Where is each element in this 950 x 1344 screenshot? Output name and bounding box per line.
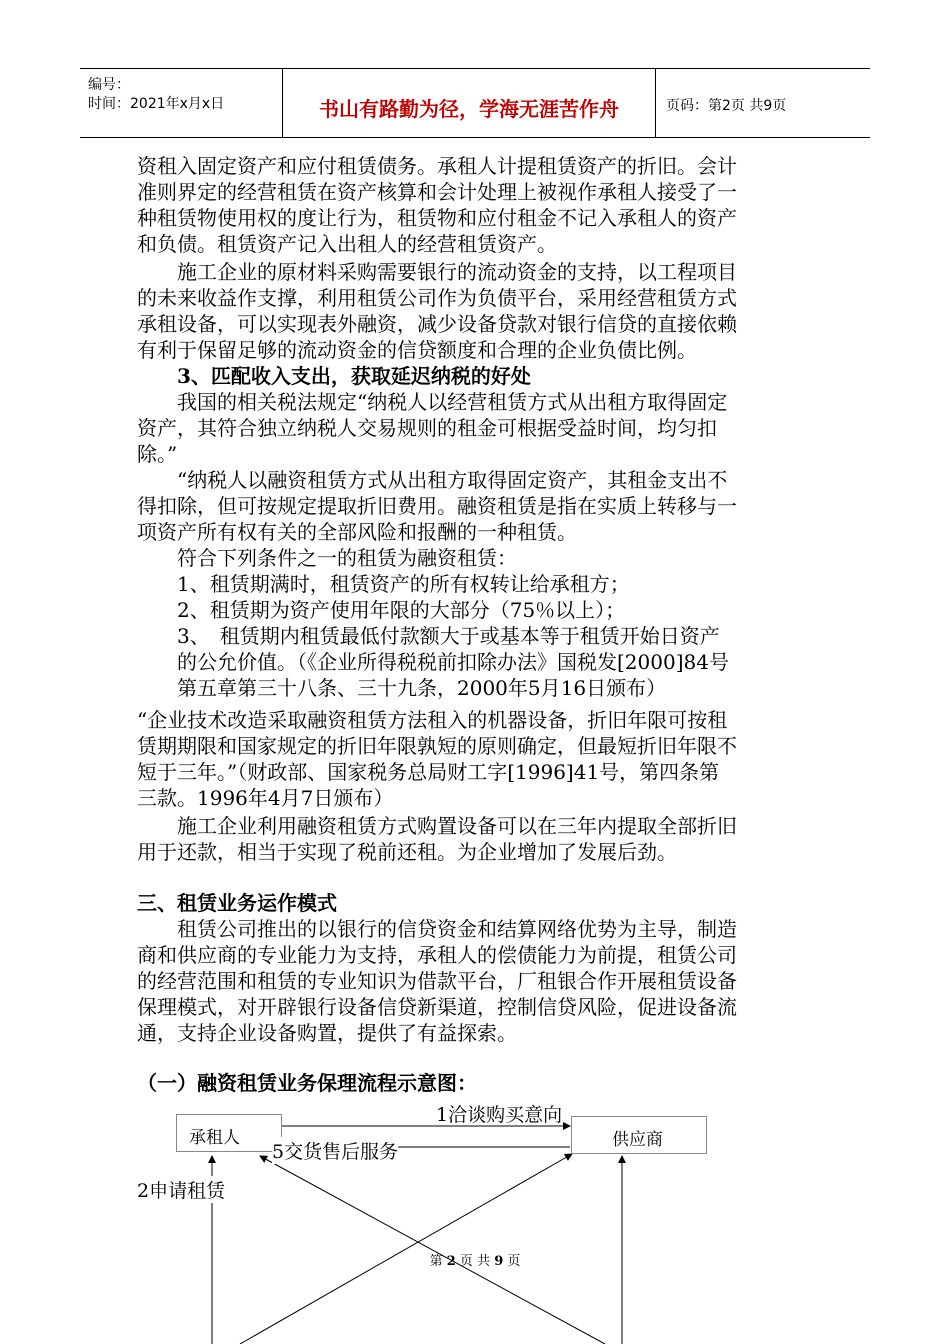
text-line: 除。”	[137, 442, 178, 466]
text-line: 租赁公司推出的以银行的信贷资金和结算网络优势为主导，制造	[137, 917, 737, 941]
text-line: 2、租赁期为资产使用年限的大部分（75％以上）；	[137, 598, 626, 622]
text-line: 的经营范围和租赁的专业知识为借款平台，厂租银合作开展租赁设备	[137, 969, 737, 993]
text-line: 用于还款，相当于实现了税前还租。为企业增加了发展后劲。	[137, 840, 677, 864]
step2-label: 2申请租赁	[137, 1176, 225, 1203]
text-line: 种租赁物使用权的度让行为，租赁物和应付租金不记入承租人的资产	[137, 206, 737, 230]
text-line: 施工企业的原材料采购需要银行的流动资金的支持，以工程项目	[137, 260, 737, 284]
text-line: 得扣除，但可按规定提取折旧费用。融资租赁是指在实质上转移与一	[137, 494, 737, 518]
text-line: 资产，其符合独立纳税人交易规则的租金可根据受益时间，均匀扣	[137, 416, 717, 440]
text-line: 我国的相关税法规定“纳税人以经营租赁方式从出租方取得固定	[137, 390, 728, 414]
text-line: 资租入固定资产和应付租赁债务。承租人计提租赁资产的折旧。会计	[137, 154, 737, 178]
header-page-info: 页码：第2页 共9页	[666, 98, 787, 114]
text-line: “企业技术改造采取融资租赁方法租入的机器设备，折旧年限可按租	[137, 708, 728, 732]
footer-total: 9	[494, 1254, 504, 1269]
footer-mid: 页 共	[459, 1254, 491, 1269]
header-motto: 书山有路勤为径，学海无涯苦作舟	[319, 97, 619, 121]
text-line: 赁期期限和国家规定的折旧年限孰短的原则确定，但最短折旧年限不	[137, 734, 737, 758]
text-line: 符合下列条件之一的租赁为融资租赁：	[137, 546, 517, 570]
step5-label: 5交货售后服务	[272, 1137, 398, 1164]
footer-prefix: 第	[429, 1254, 443, 1269]
text-line: 1、租赁期满时，租赁资产的所有权转让给承租方；	[137, 572, 630, 596]
text-line: “纳税人以融资租赁方式从出租方取得固定资产，其租金支出不	[137, 468, 728, 492]
text-line: 和负债。租赁资产记入出租人的经营租赁资产。	[137, 232, 557, 256]
text-line: 保理模式，对开辟银行设备信贷新渠道，控制信贷风险，促进设备流	[137, 995, 737, 1019]
step1-label: 1洽谈购买意向	[436, 1104, 563, 1126]
text-line: 有利于保留足够的流动资金的信贷额度和合理的企业负债比例。	[137, 338, 697, 362]
node-supplier-label: 供应商	[612, 1130, 663, 1150]
doc-time-label: 时间：2021年x月x日	[88, 96, 225, 112]
node-lessee-label: 承租人	[189, 1128, 240, 1148]
text-line: 的未来收益作支撑，利用租赁公司作为负债平台，采用经营租赁方式	[137, 286, 737, 310]
text-line: 三款。1996年4月7日颁布）	[137, 786, 394, 810]
text-line: 短于三年。”（财政部、国家税务总局财工字[1996]41号，第四条第	[137, 760, 720, 784]
heading-text: 三、租赁业务运作模式	[137, 891, 337, 915]
text-line: 3、 租赁期内租赁最低付款额大于或基本等于租赁开始日资产	[137, 624, 720, 648]
text-line: 商和供应商的专业能力为支持，承租人的偿债能力为前提，租赁公司	[137, 943, 737, 967]
heading-text: （一）融资租赁业务保理流程示意图：	[137, 1071, 477, 1095]
doc-number-label: 编号：	[88, 77, 130, 93]
text-line: 第五章第三十八条、三十九条，2000年5月16日颁布）	[137, 676, 667, 700]
text-line: 准则界定的经营租赁在资产核算和会计处理上被视作承租人接受了一	[137, 180, 737, 204]
page-footer	[0, 1250, 950, 1269]
text-line: 项资产所有权有关的全部风险和报酬的一种租赁。	[137, 520, 577, 544]
text-line: 的公允价值。（《企业所得税税前扣除办法》国税发[2000]84号	[137, 650, 729, 674]
text-line: 通，支持企业设备购置，提供了有益探索。	[137, 1021, 517, 1045]
text-line: 承租设备，可以实现表外融资，减少设备贷款对银行信贷的直接依赖	[137, 312, 737, 336]
node-lessee	[176, 1114, 282, 1152]
arrow-diagonal-to-supplier	[240, 1154, 572, 1344]
text-line: 施工企业利用融资租赁方式购置设备可以在三年内提取全部折旧	[137, 814, 737, 838]
footer-page: 2	[446, 1254, 456, 1269]
node-supplier	[571, 1116, 707, 1154]
footer-suffix: 页	[507, 1254, 521, 1269]
heading-text: 3、匹配收入支出，获取延迟纳税的好处	[137, 364, 531, 388]
